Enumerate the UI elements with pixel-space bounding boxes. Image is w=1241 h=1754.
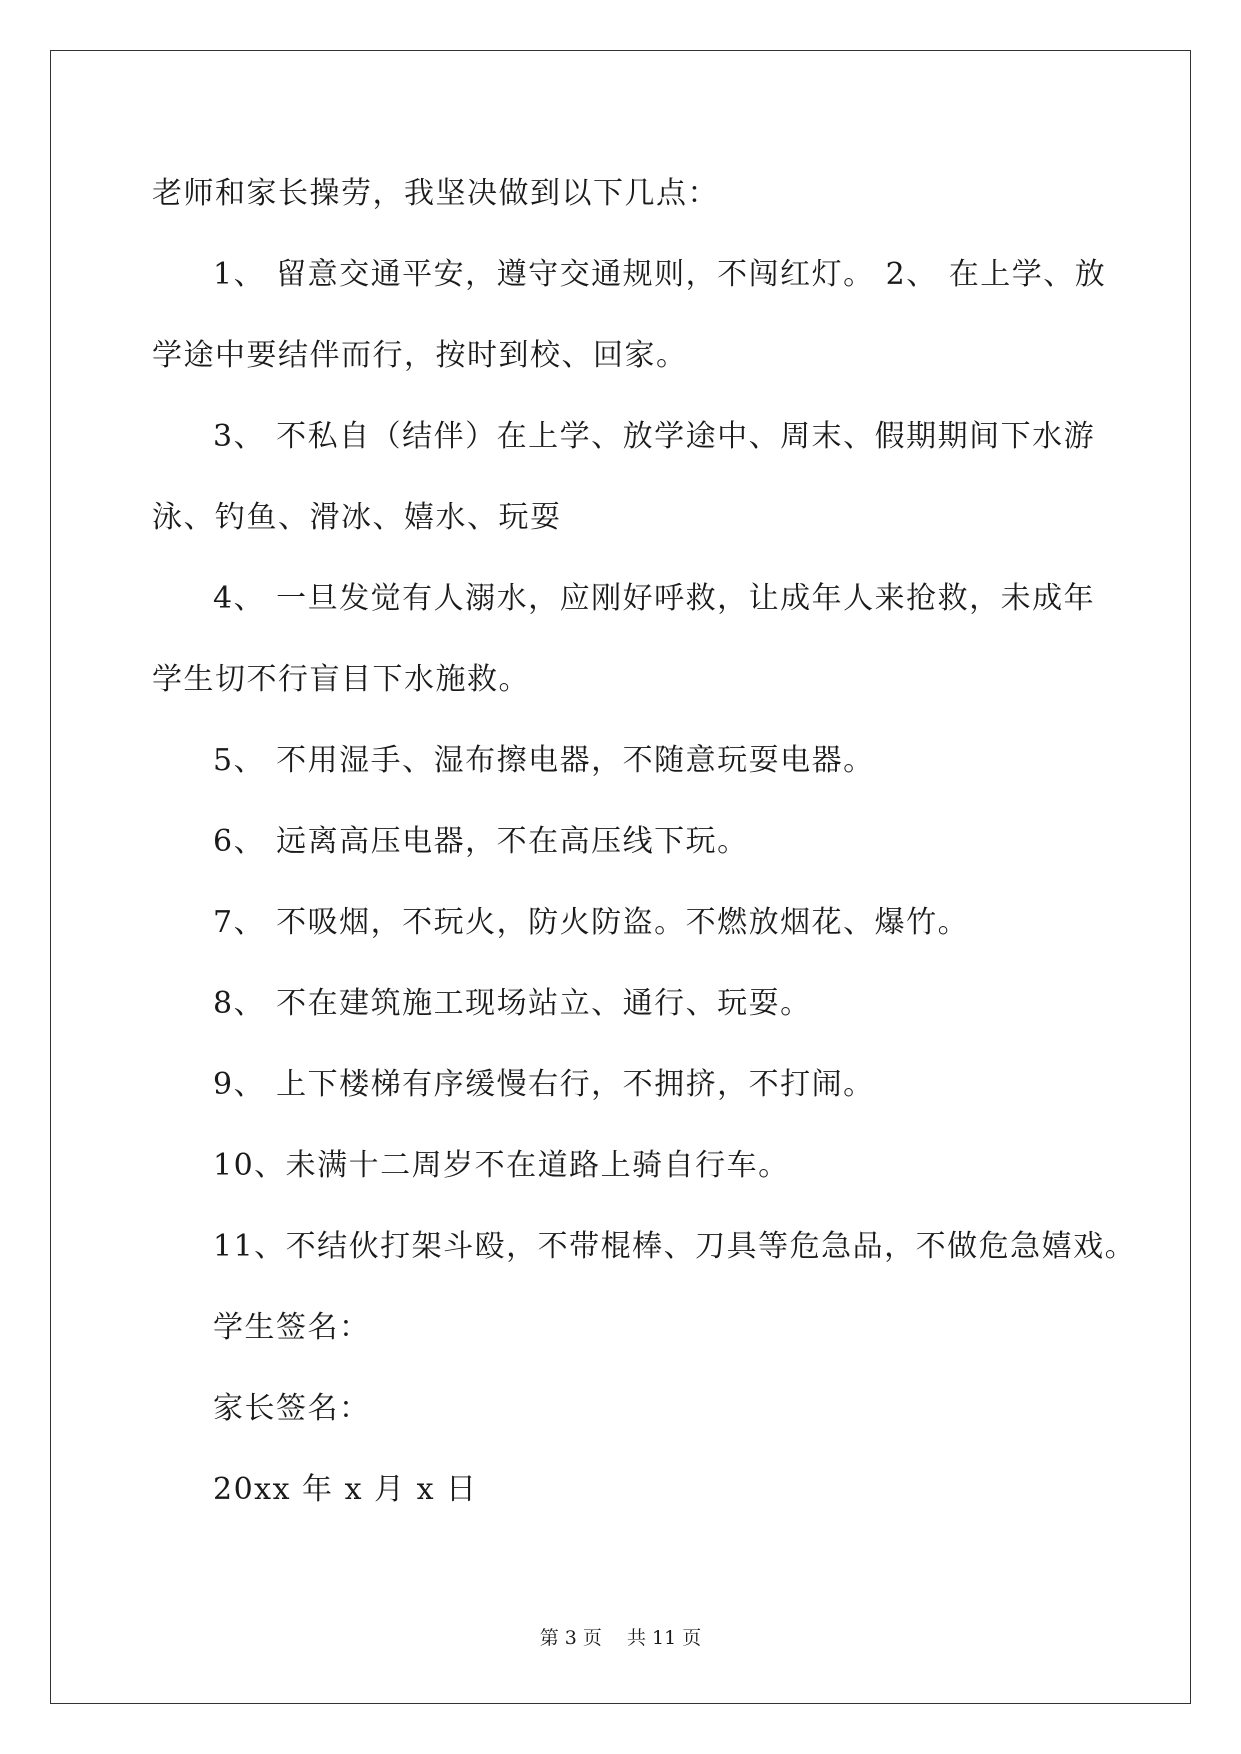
list-item-10: 10、未满十二周岁不在道路上骑自行车。 <box>213 1148 790 1183</box>
list-item-4: 4、 一旦发觉有人溺水，应刚好呼救，让成年人来抢救，未成年 <box>213 581 1096 616</box>
text-line: 老师和家长操劳，我坚决做到以下几点： <box>152 176 719 211</box>
list-item-8: 8、 不在建筑施工现场站立、通行、玩耍。 <box>213 986 812 1021</box>
text-line: 学生切不行盲目下水施救。 <box>152 662 530 697</box>
parent-signature-label: 家长签名： <box>213 1391 371 1426</box>
list-item-6: 6、 远离高压电器，不在高压线下玩。 <box>213 824 749 859</box>
list-item-1: 1、 留意交通平安，遵守交通规则，不闯红灯。 2、 在上学、放 <box>213 257 1107 292</box>
list-item-7: 7、 不吸烟，不玩火，防火防盗。不燃放烟花、爆竹。 <box>213 905 970 940</box>
text-line: 学途中要结伴而行，按时到校、回家。 <box>152 338 688 373</box>
page-border <box>50 50 1191 1704</box>
list-item-11: 11、不结伙打架斗殴，不带棍棒、刀具等危急品，不做危急嬉戏。 <box>213 1229 1137 1264</box>
date-line: 20xx 年 x 月 x 日 <box>213 1472 478 1507</box>
page-number-footer: 第 3 页 共 11 页 <box>539 1627 702 1649</box>
text-line: 泳、钓鱼、滑冰、嬉水、玩耍 <box>152 500 562 535</box>
list-item-3: 3、 不私自（结伴）在上学、放学途中、周末、假期期间下水游 <box>213 419 1096 454</box>
list-item-9: 9、 上下楼梯有序缓慢右行，不拥挤，不打闹。 <box>213 1067 875 1102</box>
list-item-5: 5、 不用湿手、湿布擦电器，不随意玩耍电器。 <box>213 743 875 778</box>
student-signature-label: 学生签名： <box>213 1310 371 1345</box>
